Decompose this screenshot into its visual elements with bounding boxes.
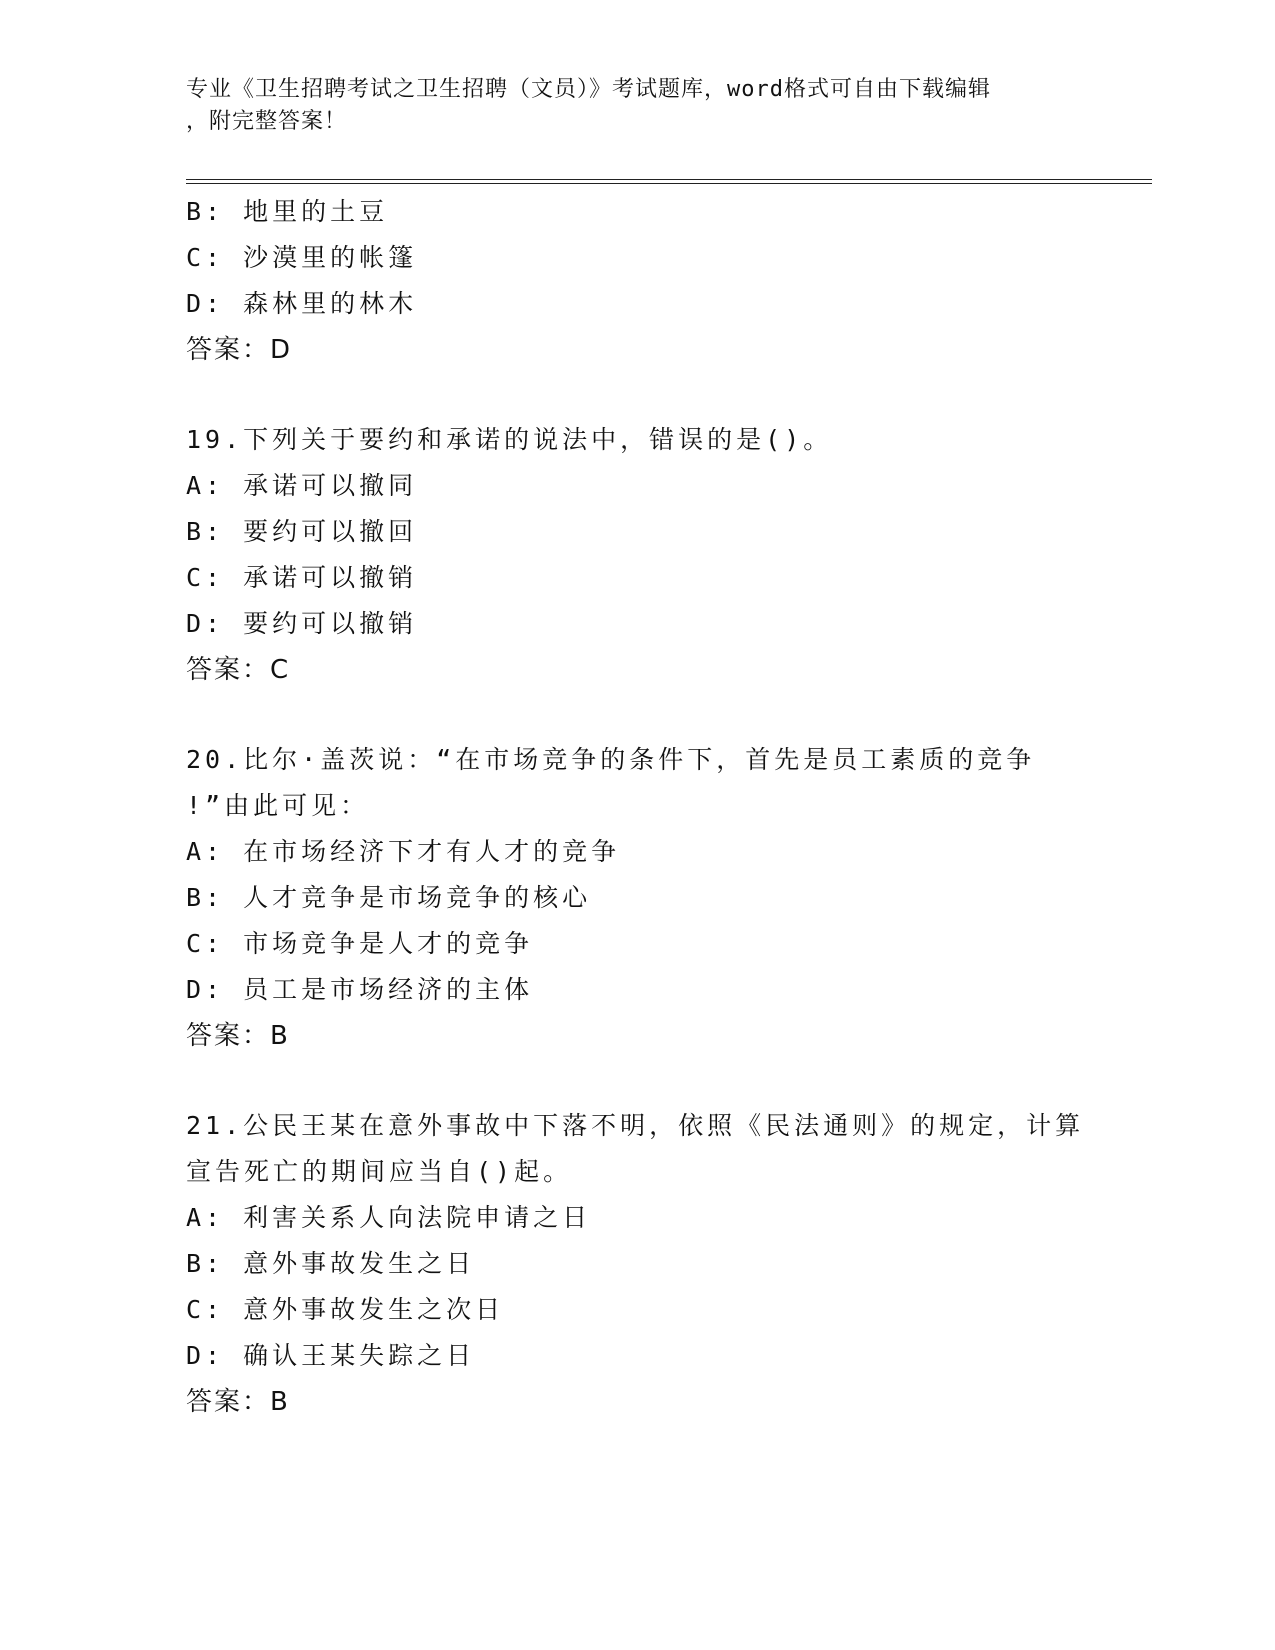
- question-block: [186, 737, 1086, 1059]
- answer-line: 答案：B: [186, 1387, 290, 1417]
- header-rule-bottom: [186, 183, 1152, 184]
- question-list: [186, 189, 1086, 1425]
- answer-line: 答案：C: [186, 655, 291, 685]
- header-rule-top: [186, 179, 1152, 180]
- header-line-2: ，附完整答案！: [186, 109, 348, 134]
- question-block: [186, 189, 1086, 373]
- option-a: A: 在市场经济下才有人才的竞争: [186, 837, 621, 866]
- option-d: D: 员工是市场经济的主体: [186, 975, 534, 1004]
- option-d: D: 森林里的林木: [186, 289, 418, 318]
- question-stem: 21.公民王某在意外事故中下落不明，依照《民法通则》的规定，计算: [186, 1111, 1085, 1140]
- question-stem: 20.比尔·盖茨说：“在市场竞争的条件下，首先是员工素质的竞争: [186, 745, 1036, 774]
- option-b: B: 意外事故发生之日: [186, 1249, 476, 1278]
- answer-line: 答案：B: [186, 1021, 290, 1051]
- option-b: B: 人才竞争是市场竞争的核心: [186, 883, 592, 912]
- spacer: [186, 373, 1086, 417]
- document-header: [186, 74, 1086, 138]
- option-c: C: 意外事故发生之次日: [186, 1295, 505, 1324]
- spacer: [186, 1059, 1086, 1103]
- option-b: B: 地里的土豆: [186, 197, 389, 226]
- option-a: A: 承诺可以撤同: [186, 471, 418, 500]
- question-block: [186, 1103, 1086, 1425]
- option-a: A: 利害关系人向法院申请之日: [186, 1203, 592, 1232]
- spacer: [186, 693, 1086, 737]
- question-stem-continued: !”由此可见：: [186, 791, 370, 820]
- question-block: [186, 417, 1086, 693]
- header-line-1: 专业《卫生招聘考试之卫生招聘（文员）》考试题库，word格式可自由下载编辑: [186, 77, 991, 102]
- option-c: C: 市场竞争是人才的竞争: [186, 929, 534, 958]
- option-b: B: 要约可以撤回: [186, 517, 418, 546]
- question-stem: 19.下列关于要约和承诺的说法中，错误的是()。: [186, 425, 833, 454]
- answer-line: 答案：D: [186, 335, 293, 365]
- option-d: D: 确认王某失踪之日: [186, 1341, 476, 1370]
- question-stem-continued: 宣告死亡的期间应当自()起。: [186, 1157, 573, 1186]
- option-c: C: 沙漠里的帐篷: [186, 243, 418, 272]
- option-c: C: 承诺可以撤销: [186, 563, 418, 592]
- option-d: D: 要约可以撤销: [186, 609, 418, 638]
